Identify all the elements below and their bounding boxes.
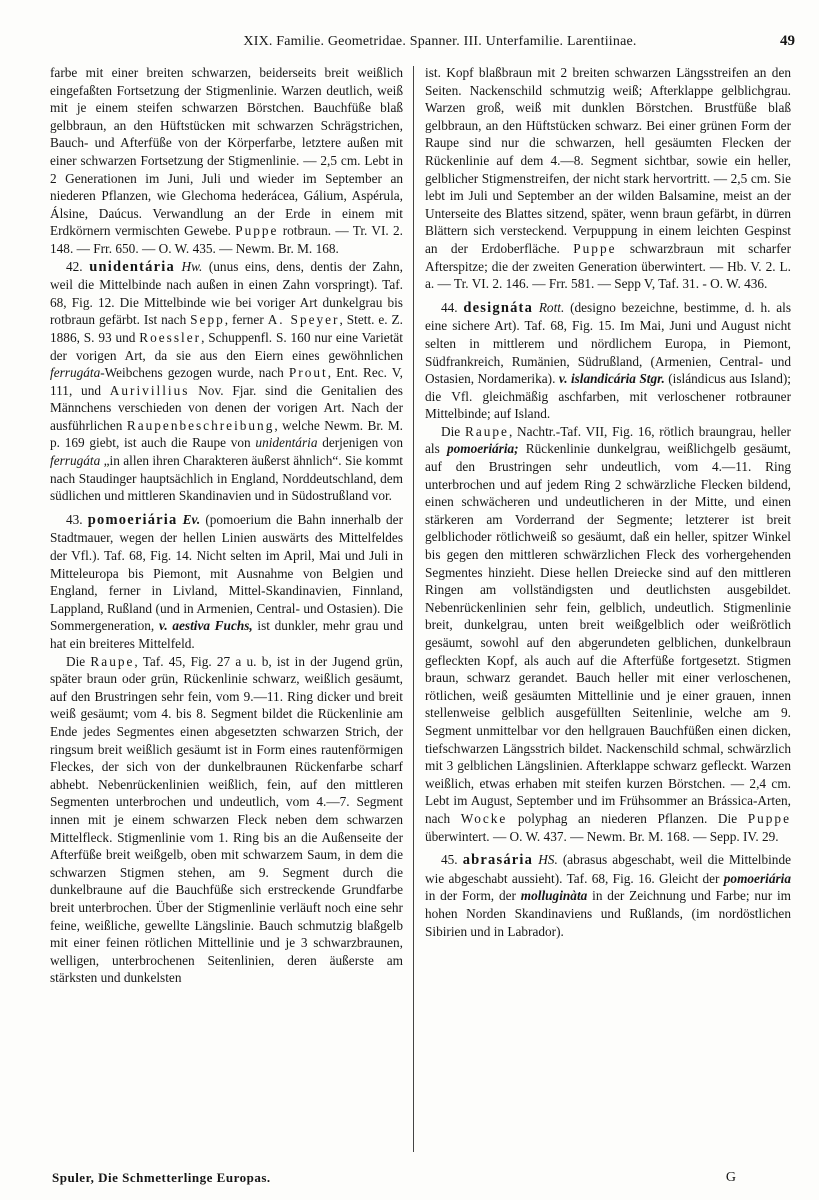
page-number: 49 bbox=[780, 33, 795, 49]
right-column bbox=[425, 64, 791, 940]
running-title: XIX. Familie. Geometridae. Spanner. III. Unterfamilie. Larentiinae. bbox=[243, 34, 637, 49]
page-footer bbox=[52, 1170, 792, 1190]
species-entry-44: 44. designáta Rott. (designo bezeichne, bestimme, d. h. als eine sichere Art). Taf. 68, Fig. 15. Im Mai, Juni und August nicht selten in mittlerem und nördlichem Europa, in Piemont, Südfrankreich, Rumänien, Südrußland, (Armenien, Central- und Ostasien, Nordamerika). v. islandicária Stgr. (islándicus aus Island); die Vfl. gleichmäßig aschfarben, mit verloschener rotbrauner Mittelbinde; auf Island. bbox=[425, 299, 791, 422]
continued-paragraph: farbe mit einer breiten schwarzen, beiderseits breit weißlich eingefaßten Fortsetzung der Stigmenlinie. Warzen deutlich, weiß mit je einem steifen schwarzen Börstchen. Bauchfüße blaß gelbbraun, an den Hüftstücken mit schwarzen Schrägstrichen, Bauch- und Afterfüße von der Körperfarbe, letztere außen mit einer schwarzen Fortsetzung der Stigmenlinie. — 2,5 cm. Lebt in 2 Generationen im Juni, Juli und wieder im September an niederen Pflanzen, wie Glechoma hederácea, Gálium, Aspérula, Álsine, Daúcus. Verwandlung an der Erde in einem mit Erdkörnern vermischten Gewebe. Puppe rotbraun. — Tr. VI. 2. 148. — Frr. 650. — O. W. 435. — Newm. Br. M. 168. bbox=[50, 65, 403, 256]
larva-description: Die Raupe, Taf. 45, Fig. 27 a u. b, ist in der Jugend grün, später braun oder grün, Rückenlinie schwarz, weißlich gesäumt, auf den Brustringen sehr fein, vom 9.—11. Ring dicker und breit weiß gesäumt; vom 4. bis 8. Segment bildet die Rückenlinie am Ende jedes Segmentes einen abgesetzten schwarzen Strich, der ringsum breit weißlich gesäumt ist in Form eines rautenförmigen Fleckes, der sich von der dunkelbraunen Rückenfarbe scharf abhebt. Nebenrückenlinien weißlich, fein, auf den mittleren Segmenten unterbrochen und undeutlich, vom 4.—7. Segment innen mit je einem schwarzen Fleck neben dem schwarzen Mittelfleck. Stigmenlinie vom 1. Ring bis an die Außenseite der Afterfüße breit weißgelb, oben mit schwarzem Saum, in dem die schwarzen Stigmen stehen, am 9. Segment durch die dunkelbraune auf die Bauchfüße sich erstreckende Grundfarbe breit unterbrochen. Über der Stigmenlinie verläuft noch eine sehr feine, weißliche, gewellte Längslinie. Bauch schmutzig blaßgelb mit einer feinen rötlichen Mittellinie und je 3 schwarzbraunen, welligen, unterbrochenen Seitenlinien, deren äußerste am stärksten und dunkelsten bbox=[50, 653, 403, 986]
species-name: unidentária bbox=[89, 258, 175, 275]
signature-mark: G bbox=[725, 1170, 736, 1185]
species-author: HS. bbox=[538, 852, 558, 868]
species-name: pomoeriária bbox=[87, 511, 178, 528]
species-number: 43. bbox=[66, 511, 83, 527]
author-ref: Wocke bbox=[460, 810, 508, 826]
page-header bbox=[0, 34, 819, 56]
species-entry-45: 45. abrasária HS. (abrasus abgeschabt, weil die Mittelbinde wie abgeschabt aussieht). Taf. 68, Fig. 16. Gleicht der pomoeriária in der Form, der molluginàta in der Zeichnung und Farbe; nur im hohen Norden Skandinaviens und Rußlands, (im nordöstlichen Sibirien und in Labrador). bbox=[425, 852, 791, 939]
term-puppe: Puppe bbox=[747, 810, 791, 826]
left-column bbox=[50, 64, 403, 987]
taxon-ref: ferrugáta bbox=[50, 365, 101, 381]
column-divider bbox=[413, 66, 414, 1152]
taxon-ref: ferrugáta bbox=[50, 453, 101, 469]
author-ref: Sepp bbox=[190, 312, 225, 328]
author-ref: Prout bbox=[288, 365, 328, 381]
taxon-ref: pomoeriária; bbox=[446, 441, 519, 457]
species-name: abrasária bbox=[462, 852, 534, 869]
species-entry-42: 42. unidentária Hw. (unus eins, dens, dentis der Zahn, weil die Mittelbinde nach außen in einen Zahn vorspringt). Taf. 68, Fig. 12. Die Mittelbinde wie bei voriger Art dunkelgrau bis rotbraun gefärbt. Ist nach Sepp, ferner A. Speyer, Stett. e. Z. 1886, S. 93 und Roessler, Schuppenfl. S. 160 nur eine Varietät der vorigen Art, da sie aus den Eiern eines gewöhnlichen ferrugáta-Weibchens gezogen wurde, nach Prout, Ent. Rec. V, 111, und Aurivillius Nov. Fjar. sind die Genitalien des Männchens verschieden von denen der vorigen Art. Nach der ausführlichen Raupenbeschreibung, welche Newm. Br. M. p. 169 giebt, ist auch die Raupe von unidentária derjenigen von ferrugáta „in allen ihren Charakteren äußerst ähnlich“. Sie kommt nach Staudinger hauptsächlich in England, Norddeutschland, dem südlichen und mittleren Skandinavien und in Südostrußland vor. bbox=[50, 258, 403, 504]
variety-name: v. islandicária Stgr. bbox=[558, 371, 665, 387]
author-ref: Aurivillius bbox=[109, 382, 190, 398]
species-number: 45. bbox=[441, 852, 458, 868]
footer-imprint: Spuler, Die Schmetterlinge Europas. bbox=[52, 1170, 271, 1185]
species-entry-43: 43. pomoeriária Ev. (pomoerium die Bahn innerhalb der Stadtmauer, wegen der hellen Linien auswärts des Mittelfeldes der Vfl.). Taf. 68, Fig. 14. Nicht selten im April, Mai und Juli in Mitteleuropa bis Piemont, mit Ausnahme von Belgien und England, ferner in Livland, Mittel-Skandinavien, Finnland, Lappland, Rußland (und in Armenien, Central- und Ostasien). Die Sommergeneration, v. aestiva Fuchs, ist dunkler, mehr grau und hat ein breiteres Mittelfeld. bbox=[50, 511, 404, 651]
species-number: 44. bbox=[441, 299, 458, 315]
author-ref: Roessler bbox=[139, 329, 202, 345]
variety-name: v. aestiva Fuchs, bbox=[158, 618, 253, 634]
term-raupe: Raupe bbox=[90, 653, 135, 669]
taxon-ref: unidentária bbox=[255, 435, 318, 451]
species-author: Ev. bbox=[182, 511, 201, 527]
larva-description: Die Raupe, Nachtr.-Taf. VII, Fig. 16, rötlich braungrau, heller als pomoeriária; Rückenlinie dunkelgrau, weißlichgelb gesäumt, auf den Brustringen sehr undeutlich, vom 4.—11. Ring unterbrochen und auf jedem Ring 2 schwärzliche Flecken bildend, einen schwächeren und undeutlicheren in der Mitte, und einen stärkeren am Vorderrand der Segmente; letzterer ist breit gelblichoder rötlichweiß so gesäumt, daß ein heller, spitzer Winkel bis gegen den mittleren schwärzlichen Fleck des vorhergehenden Segmentes hinzieht. Diese hellen Dreiecke sind auf den mittleren Ringen am vollständigsten und deutlichsten ausgebildet. Nebenrückenlinien sehr fein, gelblich, undeutlich. Stigmenlinie breit, dunkelgrau, unten breit weißgelblich oder weißrötlich gesäumt, sowohl auf den abgerundeten gelblichen, dunkelbraun gefleckten Kopf, als auch auf die Afterfüße fortgesetzt. Stigmen braun, schwarz gerandet. Bauch heller mit einer verloschenen, rötlichen, weiß gesäumten Mittellinie und je einer grauen, innen stellenweise gelblich ausgefüllten Seitenlinie, welche am 9. Segment unmittelbar vor den hellgrauen Bauchfüßen einen dicken, tiefschwarzen Längsstrich bildet. Nackenschild schmal, schwärzlich mit 3 gelblichen Längslinien. Afterklappe schwarz gefleckt. Warzen weißlich, etwas erhaben mit steifen kurzen Börstchen. — 2,4 cm. Lebt im August, September und im Frühsommer an Brássica-Arten, nach Wocke polyphag an niederen Pflanzen. Die Puppe überwintert. — O. W. 437. — Newm. Br. M. 168. — Sepp. IV. 29. bbox=[425, 423, 791, 844]
term-puppe: Puppe bbox=[573, 240, 617, 256]
species-name: designáta bbox=[463, 299, 534, 316]
term-raupe: Raupe bbox=[464, 423, 509, 439]
term-puppe: Puppe bbox=[235, 223, 279, 239]
taxon-ref: molluginàta bbox=[520, 888, 588, 904]
species-author: Hw. bbox=[181, 258, 203, 274]
term-raupenbeschreibung: Raupenbeschreibung bbox=[126, 417, 275, 433]
species-author: Rott. bbox=[538, 299, 565, 315]
continued-paragraph: ist. Kopf blaßbraun mit 2 breiten schwarzen Längsstreifen an den Seiten. Nackenschild schmutzig weiß; Afterklappe gelblichgrau. Warzen groß, weiß mit dunklen Börstchen. Brustfüße blaß gelbbraun, an den Hüftstücken schwarz. Bei einer grünen Form der Raupe sind nur die schwarzen, hell gesäumten Flecken der Rückenlinie auf dem 4.—8. Segment sichtbar, sowie ein heller, gelblicher Stigmenstreifen, der nicht stark hervortritt. — 2,5 cm. Sie lebt im Juli und September an der wilden Balsamine, meist an der Unterseite des Blattes sitzend, später, wenn braun gefärbt, in dürren Blättern sich versteckend. Verpuppung in einem leichten Gespinst an der Erdoberfläche. Puppe schwarzbraun mit scharfer Afterspitze; die der zweiten Generation überwintert. — Hb. V. 2. L. a. — Tr. VI. 2. 146. — Frr. 581. — Sepp V, Taf. 31. - O. W. 436. bbox=[425, 65, 791, 292]
taxon-ref: pomoeriária bbox=[723, 870, 791, 886]
species-number: 42. bbox=[66, 258, 83, 274]
author-ref: A. Speyer bbox=[267, 312, 340, 328]
